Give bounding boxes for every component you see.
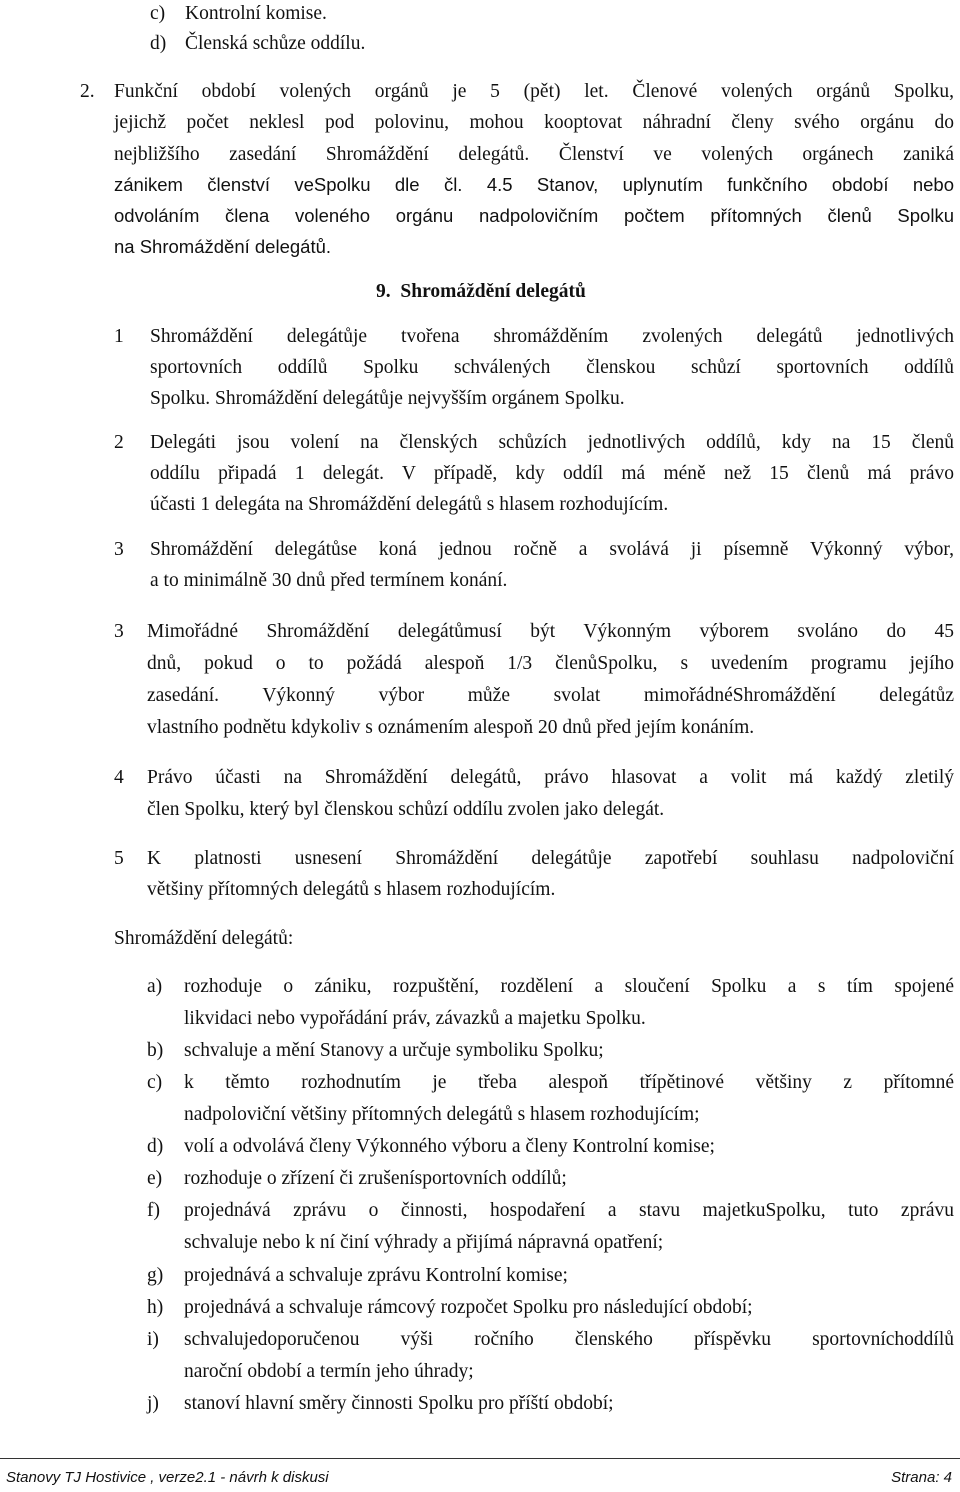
list-marker: c) <box>147 1072 163 1093</box>
paragraph-number: 3 <box>114 621 124 642</box>
list-marker: c) <box>150 3 166 24</box>
list-item-text: likvidaci nebo vypořádání práv, závazků a majetku Spolku. <box>184 1008 646 1029</box>
list-item-text: stanoví hlavní směry činnosti Spolku pro příští období; <box>184 1393 614 1414</box>
paragraph-line: nejbližšího zasedání Shromáždění delegátů. Členství ve volených orgánech zaniká <box>114 144 954 165</box>
paragraph-line: odvoláním člena voleného orgánu nadpolovičním počtem přítomných členů Spolku <box>114 205 954 226</box>
paragraph-line: Funkční období volených orgánů je 5 (pět) let. Členové volených orgánů Spolku, <box>114 81 954 102</box>
paragraph-line: účasti 1 delegáta na Shromáždění delegátů s hlasem rozhodujícím. <box>150 494 669 515</box>
list-item-text: projednává a schvaluje zprávu Kontrolní komise; <box>184 1265 568 1286</box>
paragraph-line: jejichž počet neklesl pod polovinu, mohou kooptovat náhradní členy svého orgánu do <box>114 112 954 133</box>
paragraph-line: většiny přítomných delegátů s hlasem rozhodujícím. <box>147 879 556 900</box>
list-item-text: Členská schůze oddílu. <box>185 33 366 54</box>
paragraph-number: 5 <box>114 848 124 869</box>
paragraph-line: sportovních oddílů Spolku schválených členskou schůzí sportovních oddílů <box>150 357 954 378</box>
paragraph-line: Spolku. Shromáždění delegátůje nejvyšším orgánem Spolku. <box>150 388 625 409</box>
paragraph-number: 1 <box>114 326 124 347</box>
section-number: 2. <box>80 81 95 102</box>
paragraph-number: 2 <box>114 432 124 453</box>
paragraph-line: K platnosti usnesení Shromáždění delegátůje zapotřebí souhlasu nadpoloviční <box>147 848 954 869</box>
list-item-text: volí a odvolává členy Výkonného výboru a členy Kontrolní komise; <box>184 1136 715 1157</box>
list-marker: j) <box>147 1393 159 1414</box>
paragraph-line: Shromáždění delegátůje tvořena shromážděním zvolených delegátů jednotlivých <box>150 326 954 347</box>
list-marker: i) <box>147 1329 159 1350</box>
paragraph-line: člen Spolku, který byl členskou schůzí oddílu zvolen jako delegát. <box>147 799 665 820</box>
list-marker: b) <box>147 1040 164 1061</box>
list-item-text: Kontrolní komise. <box>185 3 327 24</box>
paragraph-number: 3 <box>114 539 124 560</box>
paragraph-line: Právo účasti na Shromáždění delegátů, právo hlasovat a volit má každý zletilý <box>147 767 954 788</box>
list-marker: d) <box>150 33 167 54</box>
paragraph-line: Delegáti jsou volení na členských schůzích jednotlivých oddílů, kdy na 15 členů <box>150 432 954 453</box>
paragraph-number: 4 <box>114 767 124 788</box>
paragraph-line: vlastního podnětu kdykoliv s oznámením alespoň 20 dnů před jejím konáním. <box>147 717 755 738</box>
list-item-text: naroční období a termín jeho úhrady; <box>184 1361 474 1382</box>
list-item-text: schvaluje a mění Stanovy a určuje symboliku Spolku; <box>184 1040 604 1061</box>
list-marker: f) <box>147 1200 160 1221</box>
list-item-text: rozhoduje o zániku, rozpuštění, rozdělení a sloučení Spolku a s tím spojené <box>184 976 954 997</box>
list-item-text: nadpoloviční většiny přítomných delegátů s hlasem rozhodujícím; <box>184 1104 700 1125</box>
paragraph-line: zánikem členství veSpolku dle čl. 4.5 Stanov, uplynutím funkčního období nebo <box>114 174 954 195</box>
paragraph-line: na Shromáždění delegátů. <box>114 236 332 257</box>
footer-document-title: Stanovy TJ Hostivice , verze2.1 - návrh k diskusi <box>6 1469 329 1486</box>
paragraph-line: Mimořádné Shromáždění delegátůmusí být Výkonným výborem svoláno do 45 <box>147 621 954 642</box>
paragraph-line: dnů, pokud o to požádá alespoň 1/3 členůSpolku, s uvedením programu jejího <box>147 653 954 674</box>
list-item-text: schvaluje nebo k ní činí výhrady a přijímá nápravná opatření; <box>184 1232 664 1253</box>
page-footer <box>0 1458 960 1492</box>
paragraph-line: Shromáždění delegátůse koná jednou ročně a svolává ji písemně Výkonný výbor, <box>150 539 954 560</box>
paragraph-line: oddílu připadá 1 delegát. V případě, kdy oddíl má méně než 15 členů má právo <box>150 463 954 484</box>
list-marker: g) <box>147 1265 164 1286</box>
list-marker: a) <box>147 976 163 997</box>
list-item-text: k těmto rozhodnutím je třeba alespoň třípětinové většiny z přítomné <box>184 1072 954 1093</box>
list-marker: e) <box>147 1168 163 1189</box>
list-item-text: rozhoduje o zřízení či zrušenísportovních oddílů; <box>184 1168 567 1189</box>
list-marker: d) <box>147 1136 164 1157</box>
section-heading: 9. Shromáždění delegátů <box>376 281 586 302</box>
footer-page-number: Strana: 4 <box>891 1469 952 1486</box>
list-intro: Shromáždění delegátů: <box>114 928 294 949</box>
list-item-text: projednává a schvaluje rámcový rozpočet Spolku pro následující období; <box>184 1297 753 1318</box>
list-item-text: schvalujedoporučenou výši ročního členského příspěvku sportovníchoddílů <box>184 1329 954 1350</box>
list-marker: h) <box>147 1297 164 1318</box>
paragraph-line: zasedání. Výkonný výbor může svolat mimořádnéShromáždění delegátůz <box>147 685 954 706</box>
paragraph-line: a to minimálně 30 dnů před termínem konání. <box>150 570 508 591</box>
list-item-text: projednává zprávu o činnosti, hospodaření a stavu majetkuSpolku, tuto zprávu <box>184 1200 954 1221</box>
